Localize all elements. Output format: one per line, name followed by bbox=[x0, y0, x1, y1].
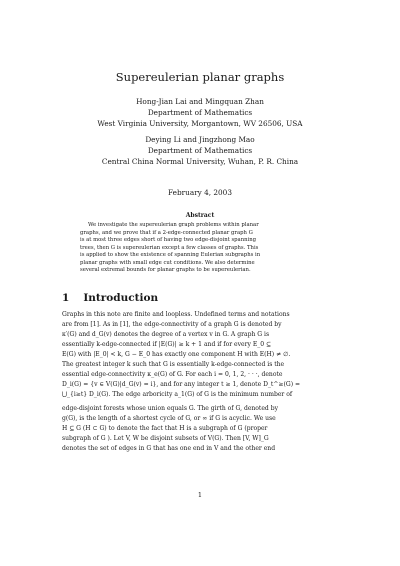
body-line: D_i(G) = {v ∈ V(G)|d_G(v) = i}, and for any integer t ≥ 1, denote D_t^≥(G) = bbox=[62, 381, 301, 388]
body-line: are from [1]. As in [1], the edge-connectivity of a graph G is denoted by bbox=[62, 321, 282, 328]
authors-second: Deying Li and Jingzhong Mao bbox=[145, 135, 255, 144]
abstract-line: graphs, and we prove that if a 2-edge-connected planar graph G bbox=[80, 229, 253, 236]
university-first: West Virginia University, Morgantown, WV 26506, USA bbox=[97, 119, 303, 128]
abstract-line: is at most three edges short of having two edge-disjoint spanning bbox=[80, 237, 257, 243]
body-line: subgraph of G ). Let V, W be disjoint subsets of V(G). Then [V, W]_G bbox=[62, 435, 269, 442]
paper-date: February 4, 2003 bbox=[168, 188, 232, 197]
body-line: ⋃_{i≥t} D_i(G). The edge arboricity a_1(G) of G is the minimum number of bbox=[62, 391, 293, 398]
abstract-line: several extremal bounds for planar graphs to be supereulerian. bbox=[80, 267, 251, 273]
body-line: essentially k-edge-connected if |E(G)| ≥ k + 1 and if for every E_0 ⊆ bbox=[62, 341, 272, 348]
authors-first: Hong-Jian Lai and Mingquan Zhan bbox=[136, 97, 264, 106]
body-line: κ′(G) and d_G(v) denotes the degree of a vertex v in G. A graph G is bbox=[62, 331, 270, 338]
abstract-line: We investigate the supereulerian graph problems within planar bbox=[88, 222, 259, 228]
abstract-line: trees, then G is supereulerian except a few classes of graphs. This bbox=[80, 244, 259, 251]
section-number: 1 bbox=[62, 292, 70, 304]
abstract-line: planar graphs with small edge cut conditions. We also determine bbox=[80, 259, 255, 266]
body-line: essential edge-connectivity κ_e(G) of G. For each i = 0, 1, 2, · · ·, denote bbox=[62, 371, 283, 378]
paper-title: Supereulerian planar graphs bbox=[115, 70, 285, 84]
body-line: H ⊆ G (H ⊂ G) to denote the fact that H is a subgraph of G (proper bbox=[62, 425, 268, 432]
body-line: E(G) with |E_0| < k, G − E_0 has exactly one component H with E(H) ≠ ∅. bbox=[62, 351, 291, 358]
body-line: The greatest integer k such that G is essentially k-edge-connected is the bbox=[62, 361, 285, 368]
department-first: Department of Mathematics bbox=[147, 108, 253, 117]
department-second: Department of Mathematics bbox=[147, 146, 253, 155]
abstract-heading: Abstract bbox=[185, 212, 215, 219]
abstract-line: is applied to show the existence of spanning Eulerian subgraphs in bbox=[80, 252, 261, 258]
body-line: denotes the set of edges in G that has one end in V and the other end bbox=[62, 445, 276, 452]
body-line: Graphs in this note are finite and loopless. Undefined terms and notations bbox=[62, 311, 290, 318]
section-heading bbox=[62, 292, 158, 304]
body-line: g(G), is the length of a shortest cycle of G, or ∞ if G is acyclic. We use bbox=[62, 415, 276, 422]
body-line: edge-disjoint forests whose union equals G. The girth of G, denoted by bbox=[62, 405, 279, 412]
page-number: 1 bbox=[197, 491, 203, 499]
section-title: Introduction bbox=[83, 292, 159, 304]
university-second: Central China Normal University, Wuhan, P. R. China bbox=[101, 157, 299, 166]
